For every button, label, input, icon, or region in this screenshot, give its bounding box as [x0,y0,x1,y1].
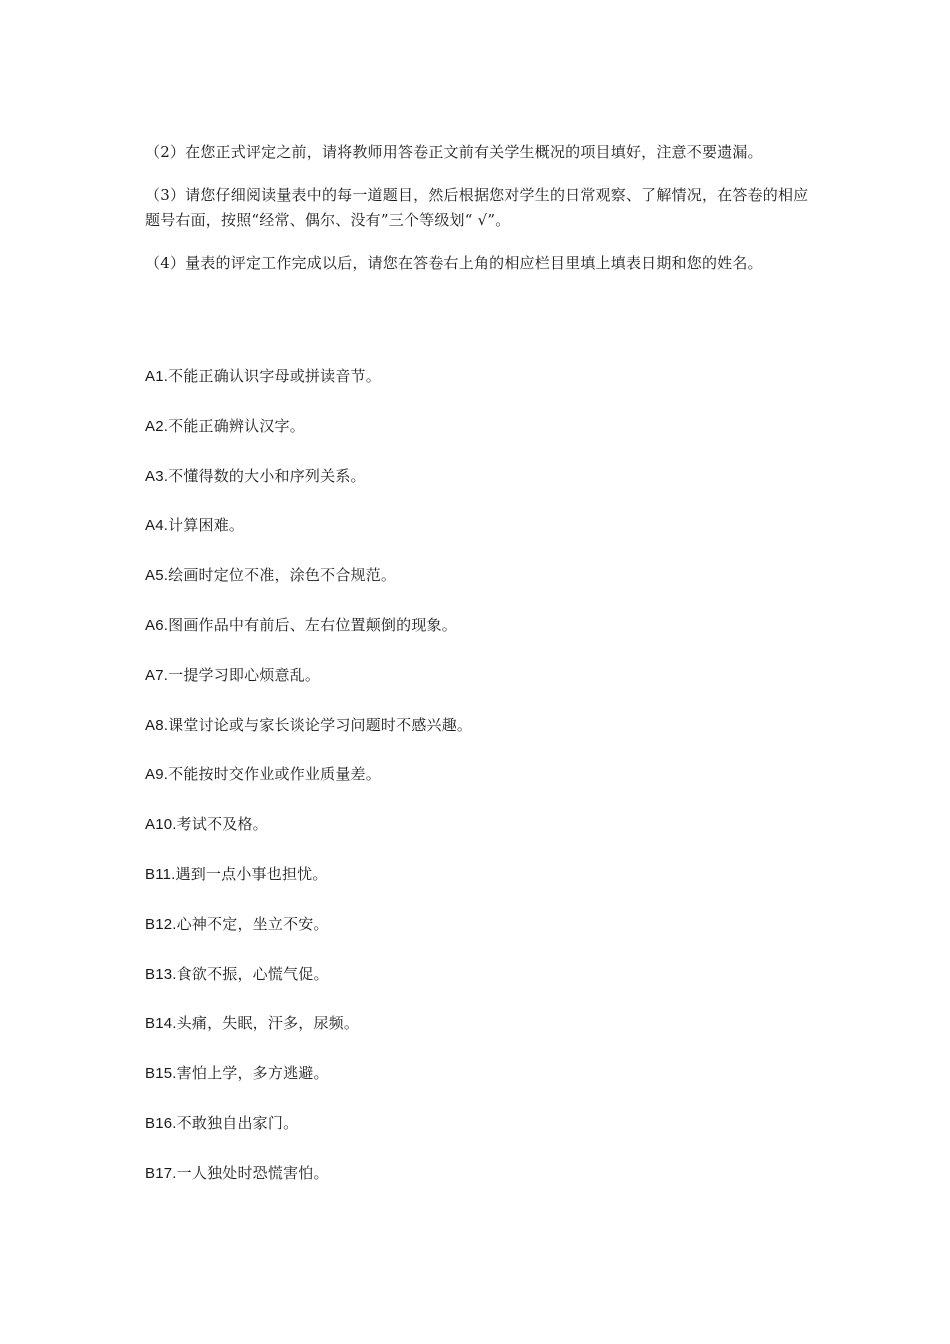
question-code: B17. [145,1164,177,1182]
question-text: 课堂讨论或与家长谈论学习问题时不感兴趣。 [168,715,473,734]
instruction-paragraph-4: （4）量表的评定工作完成以后，请您在答卷右上角的相应栏目里填上填表日期和您的姓名。 [145,254,763,272]
question-code: A6. [145,616,169,634]
question-code: B14. [145,1015,177,1033]
question-code: B11. [145,865,176,883]
question-code: A10. [145,816,177,834]
question-item-a5 [145,563,815,613]
question-item-a1 [145,364,815,414]
question-item-b13 [145,962,815,1012]
question-code: A1. [145,368,169,385]
question-item-b16 [145,1111,815,1161]
question-text: 不能按时交作业或作业质量差。 [168,765,381,784]
question-code: A3. [145,467,169,485]
question-item-a4 [145,513,815,563]
question-list [145,364,815,1211]
question-item-b14 [145,1011,815,1061]
question-item-a10 [145,812,815,862]
question-text: 心神不定，坐立不安。 [176,914,329,933]
question-item-b12 [145,912,815,962]
question-code: A7. [145,666,169,684]
question-text: 头痛，失眠，汗多，尿频。 [176,1014,360,1033]
question-item-a9 [145,762,815,812]
question-code: A4. [145,517,169,535]
question-text: 一提学习即心烦意乱。 [168,665,321,684]
question-code: B13. [145,965,177,983]
question-code: B15. [145,1065,177,1083]
question-item-a7 [145,663,815,713]
instruction-paragraph-3: （3）请您仔细阅读量表中的每一道题目，然后根据您对学生的日常观察、了解情况，在答卷的相应题号右面，按照“经常、偶尔、没有”三个等级划“ √”。 [145,186,809,229]
question-item-b17 [145,1161,815,1211]
question-code: A5. [145,567,169,585]
question-item-a8 [145,713,815,763]
question-text: 不敢独自出家门。 [176,1113,299,1132]
question-code: B16. [145,1114,177,1132]
instruction-paragraph-2: （2）在您正式评定之前，请将教师用答卷正文前有关学生概况的项目填好，注意不要遗漏。 [145,143,763,161]
question-text: 绘画时定位不准，涂色不合规范。 [168,566,397,585]
question-code: A2. [145,417,169,435]
question-item-b15 [145,1061,815,1111]
question-text: 计算困难。 [168,516,245,535]
question-item-b11 [145,862,815,912]
question-text: 考试不及格。 [176,815,268,834]
question-text: 不能正确认识字母或拼读音节。 [168,367,381,385]
question-text: 不能正确辨认汉字。 [168,416,305,435]
question-text: 不懂得数的大小和序列关系。 [168,466,366,485]
question-item-a2 [145,414,815,464]
question-text: 害怕上学，多方逃避。 [176,1064,329,1083]
question-code: A8. [145,716,169,734]
question-code: A9. [145,766,169,784]
question-item-a3 [145,464,815,514]
question-text: 遇到一点小事也担忧。 [175,864,328,883]
question-text: 图画作品中有前后、左右位置颠倒的现象。 [168,615,457,634]
question-item-a6 [145,613,815,663]
question-text: 食欲不振，心慌气促。 [176,964,329,983]
instructions-section [145,140,815,294]
question-code: B12. [145,915,177,933]
question-text: 一人独处时恐慌害怕。 [176,1163,329,1182]
